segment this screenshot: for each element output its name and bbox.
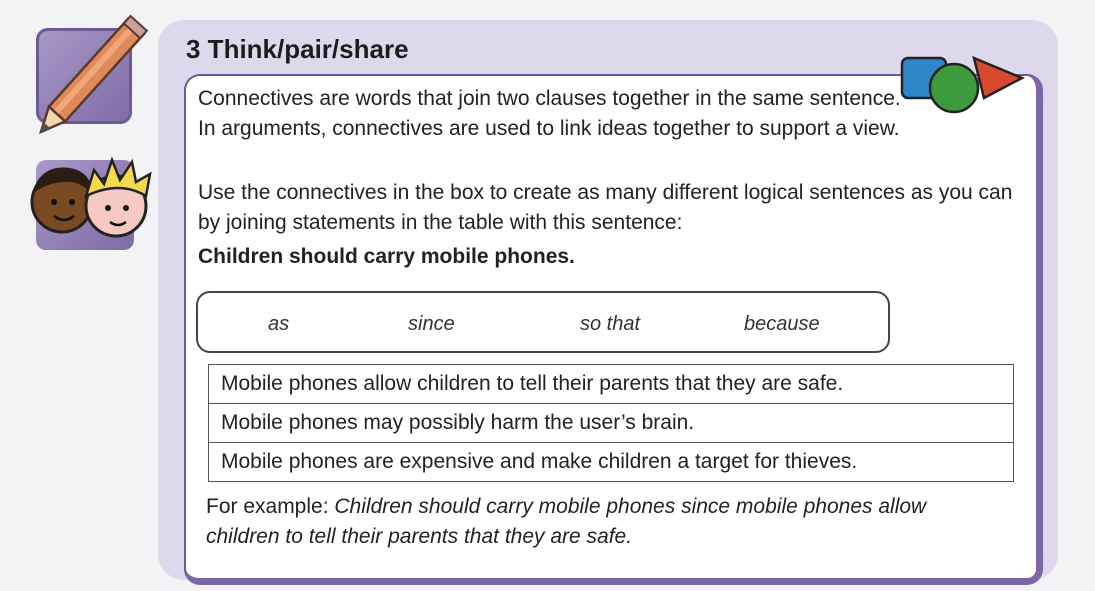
children-faces-icon	[20, 150, 160, 250]
table-row	[209, 404, 1014, 443]
statement-cell: Mobile phones allow children to tell their parents that they are safe.	[209, 365, 1014, 404]
pencil-icon	[20, 8, 150, 153]
table-row	[209, 365, 1014, 404]
example-lead: For example:	[206, 495, 335, 518]
connectives-box	[196, 291, 890, 353]
connective-word: so that	[580, 313, 641, 335]
statement-cell: Mobile phones are expensive and make children a target for thieves.	[209, 443, 1014, 482]
target-sentence: Children should carry mobile phones.	[198, 245, 575, 268]
connective-word: since	[408, 313, 455, 335]
intro-paragraph: Connectives are words that join two clauses together in the same sentence. In arguments, connectives are used to link ideas together to support a view.	[198, 87, 901, 140]
example-paragraph	[206, 492, 966, 552]
table-row	[209, 443, 1014, 482]
connective-word: because	[744, 313, 820, 335]
statement-cell: Mobile phones may possibly harm the user’s brain.	[209, 404, 1014, 443]
example-text: Children should carry mobile phones since mobile phones allow children to tell their parents that they are safe.	[206, 495, 927, 548]
instruction-paragraph: Use the connectives in the box to create as many different logical sentences as you can by joining statements in the table with this sentence:	[198, 181, 1013, 234]
connective-word: as	[268, 313, 290, 335]
statements-table	[208, 364, 1014, 482]
activity-title: 3 Think/pair/share	[186, 34, 409, 64]
